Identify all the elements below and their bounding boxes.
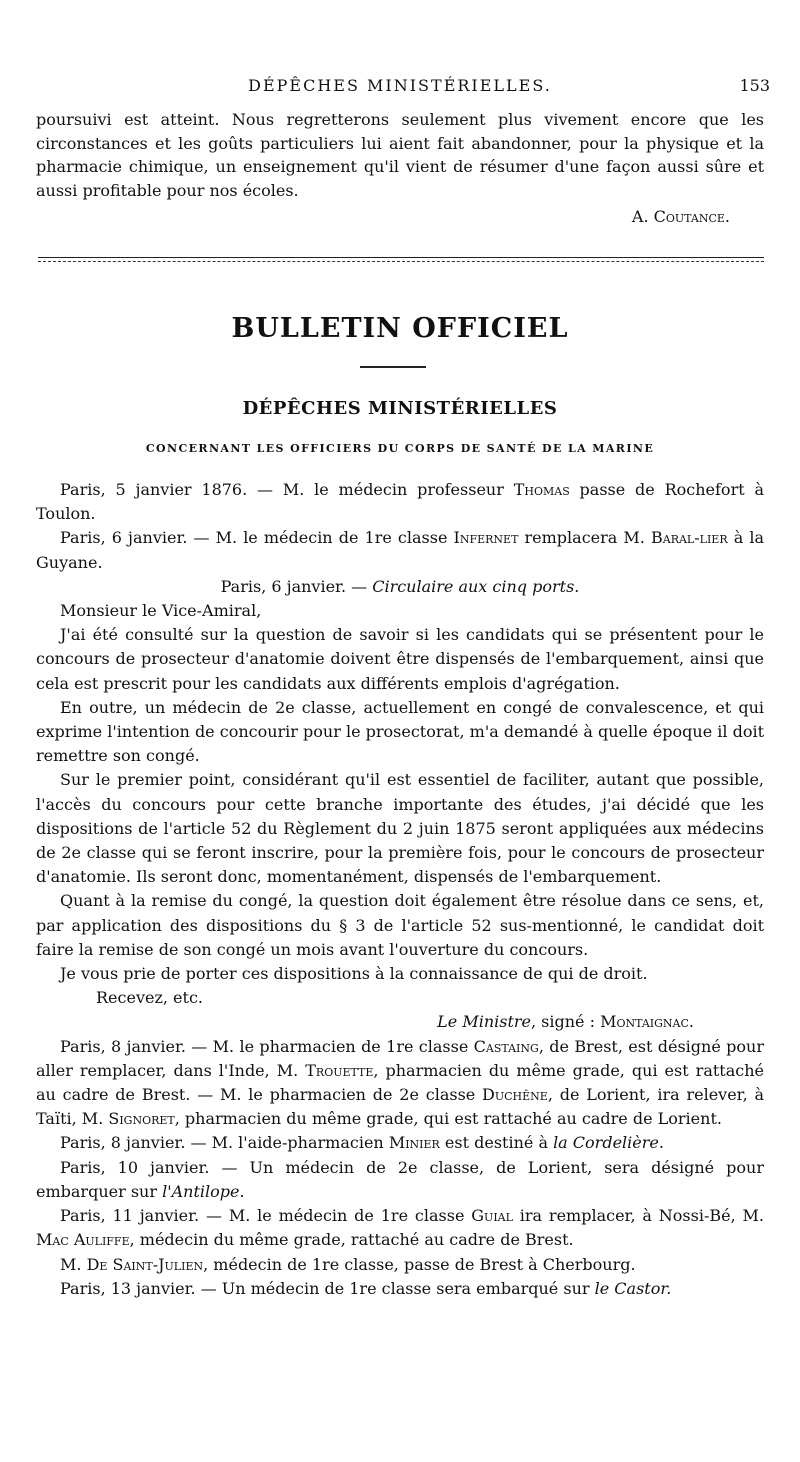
bulletin-subtitle: DÉPÊCHES MINISTÉRIELLES xyxy=(242,398,558,419)
dispatch-entry: Paris, 11 janvier. — M. le médecin de 1re classe Guial ira remplacer, à Nossi-Bé, M. Mac Auliffe, médecin du même grade, rattaché au cadre de Brest. xyxy=(36,1206,764,1250)
title-rule xyxy=(360,366,426,368)
dispatch-entry: Paris, 6 janvier. — M. le médecin de 1re classe Infernet remplacera M. Baral-lier à la Guyane. xyxy=(36,528,765,572)
closing-formula: Recevez, etc. xyxy=(96,988,203,1008)
separator-dashed xyxy=(38,261,764,262)
circular-paragraph: Sur le premier point, considérant qu'il est essentiel de faciliter, autant que possible, l'accès du concours pour cette branche importante des études, j'ai décidé que les dispositions de l'article 52 du Règlement du 2 juin 1875 seront appliquées aux médecins de 2e classe qui se feront inscrire, pour la première fois, pour le concours de prosecteur d'anatomie. Ils seront donc, momentanément, dispensés de l'embarquement. xyxy=(36,770,764,887)
bulletin-concerning: CONCERNANT LES OFFICIERS DU CORPS DE SANTÉ DE LA MARINE xyxy=(145,442,655,455)
running-title: DÉPÊCHES MINISTÉRIELLES. xyxy=(248,76,552,95)
circular-paragraph: Je vous prie de porter ces dispositions à la connaissance de qui de droit. xyxy=(60,964,648,984)
page-number: 153 xyxy=(739,76,770,95)
dispatch-entry: Paris, 13 janvier. — Un médecin de 1re classe sera embarqué sur le Castor. xyxy=(60,1278,672,1298)
separator-solid xyxy=(38,257,764,258)
bulletin-title: BULLETIN OFFICIEL xyxy=(231,313,569,344)
dispatch-entry: Paris, 8 janvier. — M. le pharmacien de 1re classe Castaing, de Brest, est désigné pour aller remplacer, dans l'Inde, M. Trouette, pharmacien du même grade, qui est rattaché au cadre de Brest. — M. le pharmacien de 2e classe Duchêne, de Lorient, ira relever, à Taïti, M. Signoret, pharmacien du même grade, qui est rattaché au cadre de Lorient. xyxy=(36,1036,764,1129)
circular-paragraph: J'ai été consulté sur la question de savoir si les candidats qui se présentent pour le concours de prosecteur d'anatomie doivent être dispensés de l'embarquement, ainsi que cela est prescrit pour les candidats aux différents emplois d'agrégation. xyxy=(36,625,764,693)
dispatch-entry: Paris, 8 janvier. — M. l'aide-pharmacien Minier est destiné à la Cordelière. xyxy=(60,1133,664,1153)
dispatch-entry: Paris, 10 janvier. — Un médecin de 2e classe, de Lorient, sera désigné pour embarquer sur l'Antilope. xyxy=(36,1157,764,1201)
intro-section xyxy=(36,108,764,229)
circular-paragraph: En outre, un médecin de 2e classe, actuellement en congé de convalescence, et qui exprime l'intention de concourir pour le prosectorat, m'a demandé à quelle époque il doit remettre son congé. xyxy=(36,697,764,766)
author-signature: A. Coutance. xyxy=(631,207,730,227)
intro-paragraph: poursuivi est atteint. Nous regretterons seulement plus vivement encore que les circonstances et les goûts particuliers lui aient fait abandonner, pour la physique et la pharmacie chimique, un enseignement qu'il vient de résumer d'une façon aussi sûre et aussi profitable pour nos écoles. xyxy=(36,110,764,200)
minister-signature: Le Ministre, signé : Montaignac. xyxy=(437,1012,694,1032)
circular-paragraph: Quant à la remise du congé, la question doit également être résolue dans ce sens, et, par application des dispositions du § 3 de l'article 52 sus-mentionné, le candidat doit faire la remise de son congé un mois avant l'ouverture du concours. xyxy=(36,891,764,959)
dispatch-entry: Paris, 5 janvier 1876. — M. le médecin professeur Thomas passe de Rochefort à Toulon. xyxy=(36,480,765,524)
dispatch-entry: M. De Saint-Julien, médecin de 1re classe, passe de Brest à Cherbourg. xyxy=(60,1254,636,1274)
circular-heading: Paris, 6 janvier. — Circulaire aux cinq ports. xyxy=(220,576,580,596)
dispatch-list xyxy=(36,478,764,1301)
salutation: Monsieur le Vice-Amiral, xyxy=(60,601,262,621)
page-header xyxy=(30,76,770,100)
